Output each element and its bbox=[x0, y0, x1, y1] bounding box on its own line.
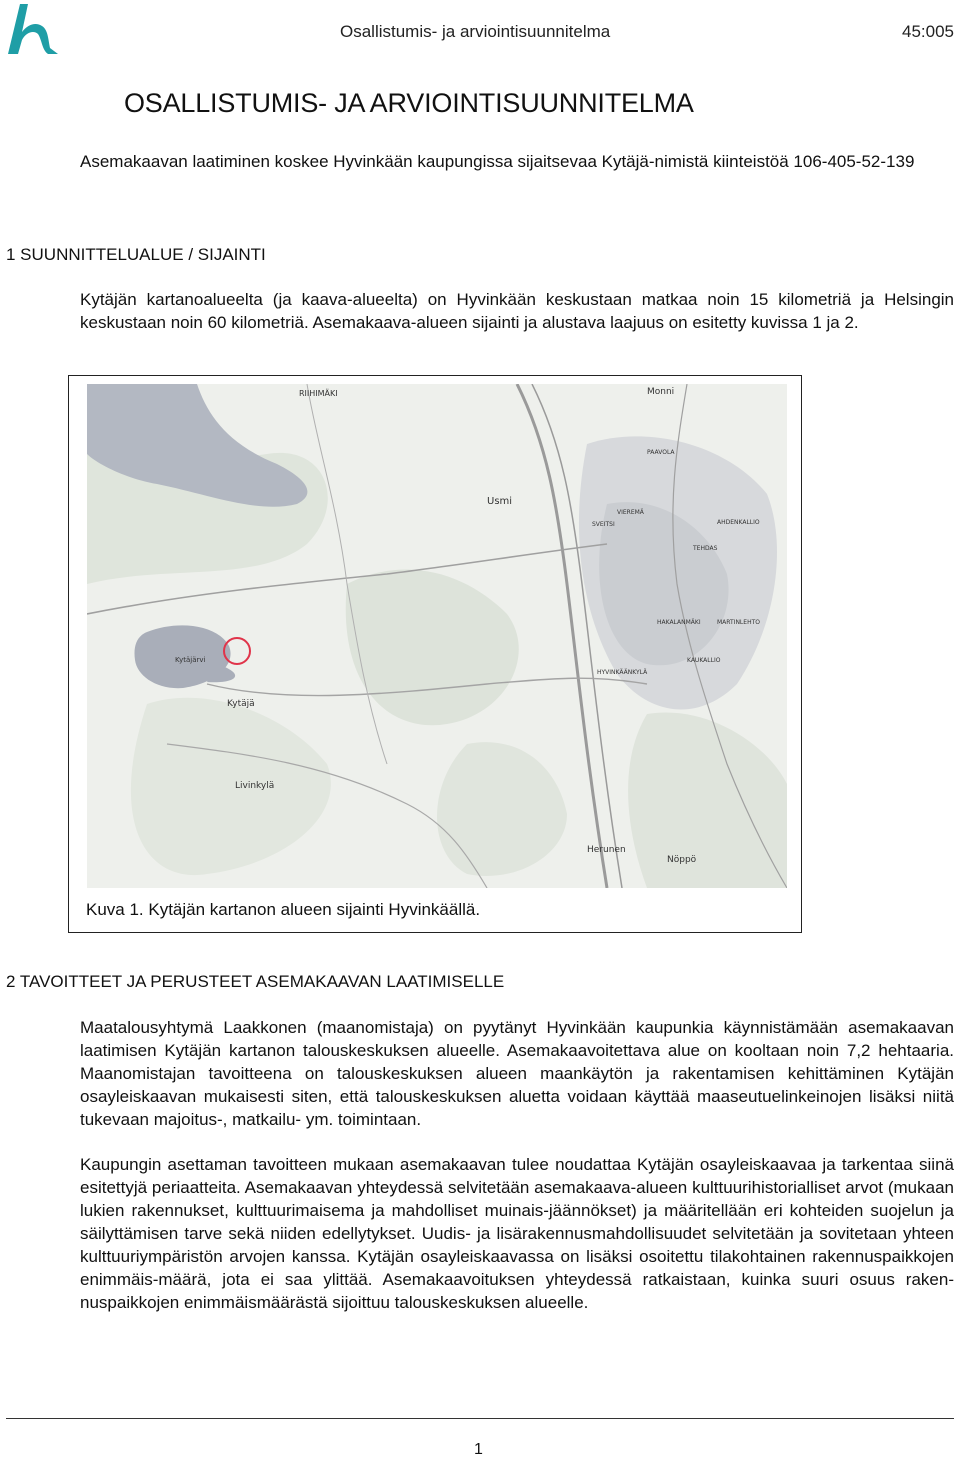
section-2-paragraph-2: Kaupungin asettaman tavoitteen mukaan asemakaavan tulee noudattaa Kytäjän osayleiskaavaa ja tarkentaa siinä esitettyjä periaatteita. Asemakaavan yhteydessä selvitetään asemakaava-alueen kulttuurihistorialliset arvot (mukaan lukien rakennukset, kulttuurimaisema ja mahdolliset muinais-jäännökset) ja määritellään eri kohteiden suojelun ja säilyttämisen tarve sekä niiden edellytykset. Uudis- ja lisärakennusmahdollisuudet selvitetään ja sovitetaan yhteen kulttuuriympäristön arvojen kanssa. Kytäjän osayleiskaavassa on lisäksi osoitettu tilakohtainen rakennuspaikkojen enimmäis-määrä, jota ei saa ylittää. Asemakaavoituksen yhteydessä ratkaistaan, kuinka suuri osuus raken-nuspaikkojen enimmäismäärästä sijoittuu talouskeskuksen alueelle. bbox=[80, 1155, 954, 1312]
map-label-ahdenkallio: AHDENKALLIO bbox=[717, 519, 760, 526]
figure-frame bbox=[68, 375, 802, 933]
map-label-riihimaki: RIIHIMÄKI bbox=[299, 389, 338, 398]
map-label-usmi: Usmi bbox=[487, 496, 513, 507]
intro-paragraph: Asemakaavan laatiminen koskee Hyvinkään kaupungissa sijaitsevaa Kytäjä-nimistä kiinteistöä 106-405-52-139 bbox=[80, 152, 915, 171]
map-label-sveitsi: SVEITSI bbox=[592, 521, 615, 528]
map-label-herunen: Herunen bbox=[587, 845, 626, 855]
map-label-vierema: VIEREMÄ bbox=[617, 509, 644, 516]
location-map bbox=[87, 384, 787, 888]
hyvinkaa-logo-icon bbox=[6, 2, 62, 56]
map-label-tehdas: TEHDAS bbox=[693, 545, 718, 552]
map-label-livinkyla: Livinkylä bbox=[235, 781, 275, 791]
section-1-heading: 1 SUUNNITTELUALUE / SIJAINTI bbox=[6, 245, 266, 264]
map-label-kytaja: Kytäjä bbox=[227, 699, 255, 709]
page-number: 1 bbox=[474, 1441, 483, 1458]
map-label-kaukallio: KAUKALLIO bbox=[687, 657, 721, 664]
map-label-paavola: PAAVOLA bbox=[647, 449, 675, 456]
map-label-hyvinkaankyla: HYVINKÄÄNKYLÄ bbox=[597, 669, 648, 676]
section-1-paragraph: Kytäjän kartanoalueelta (ja kaava-alueelta) on Hyvinkään keskustaan matkaa noin 15 kilometriä ja Helsingin keskustaan noin 60 kilometriä. Asemakaava-alueen sijainti ja alustava laajuus on esitetty kuvissa 1 ja 2. bbox=[80, 290, 954, 332]
map-label-monni: Monni bbox=[647, 387, 675, 397]
document-title: OSALLISTUMIS- JA ARVIOINTISUUNNITELMA bbox=[124, 88, 694, 118]
map-label-noppo: Nöppö bbox=[667, 855, 697, 865]
header-doc-number: 45:005 bbox=[902, 22, 954, 41]
section-2-heading: 2 TAVOITTEET JA PERUSTEET ASEMAKAAVAN LAATIMISELLE bbox=[6, 972, 505, 991]
map-label-kytajarvi: Kytäjärvi bbox=[175, 656, 206, 664]
section-2-paragraph-1: Maatalousyhtymä Laakkonen (maanomistaja) on pyytänyt Hyvinkään kaupunkia käynnistämään asemakaavan laatimisen Kytäjän kartanon talouskeskuksen alueelle. Asemakaavoitettava alue on kooltaan noin 7,2 hehtaaria. Maanomistajan tavoitteena on talouskeskuksen alueen maankäytön ja rakentamisen kehittäminen Kytäjän osayleiskaavan mukaisesti siten, että talouskeskuksen aluetta voidaan käyttää maaseutuelinkeinojen lisäksi niitä tukevaan majoitus-, matkailu- ym. toimintaan. bbox=[80, 1018, 954, 1129]
footer-divider bbox=[6, 1418, 954, 1419]
header-title: Osallistumis- ja arviointisuunnitelma bbox=[340, 22, 611, 41]
figure-caption: Kuva 1. Kytäjän kartanon alueen sijainti Hyvinkäällä. bbox=[86, 900, 481, 919]
map-label-martinlehto: MARTINLEHTO bbox=[717, 619, 760, 626]
map-label-hakalanmaki: HAKALANMÄKI bbox=[657, 619, 701, 626]
